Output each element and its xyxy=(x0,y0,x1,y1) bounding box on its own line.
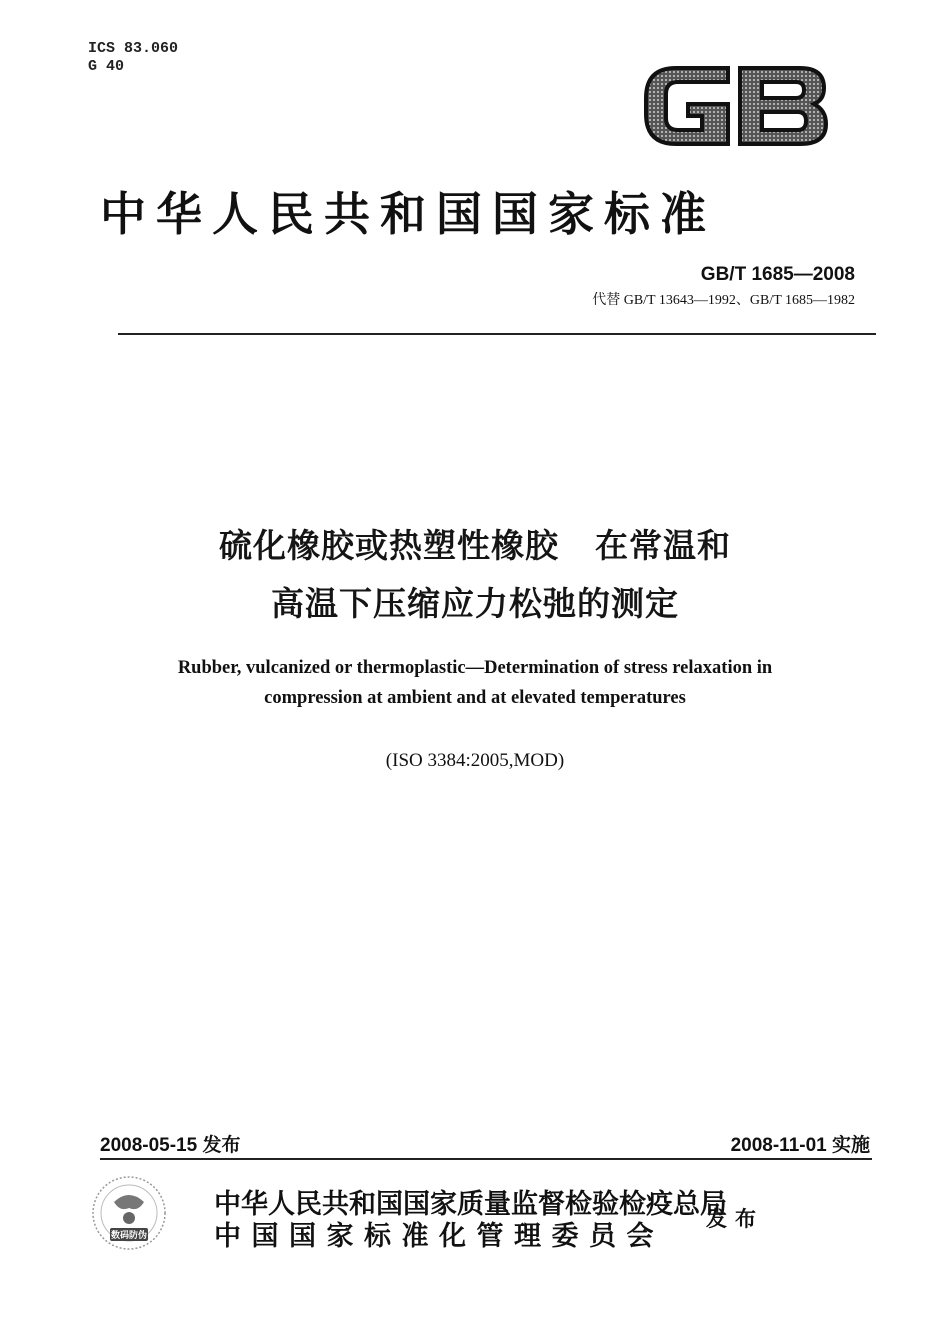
anti-counterfeit-seal xyxy=(88,1172,170,1254)
english-title-line-1: Rubber, vulcanized or thermoplastic—Determination of stress relaxation in xyxy=(177,658,773,678)
publish-date: 2008-05-15 发布 xyxy=(100,1135,241,1156)
ccs-code: G 40 xyxy=(88,58,125,75)
footer-divider xyxy=(100,1158,872,1160)
replaces-standards: 代替 GB/T 13643—1992、GB/T 1685—1982 xyxy=(592,293,855,308)
issuer-aqsiq: 中华人民共和国国家质量监督检验检疫总局 xyxy=(214,1189,727,1220)
iso-reference: (ISO 3384:2005,MOD) xyxy=(385,750,565,771)
issue-label: 发布 xyxy=(706,1206,764,1231)
chinese-title-line-2: 高温下压缩应力松弛的测定 xyxy=(271,584,679,623)
issuer-sac: 中国国家标准化管理委员会 xyxy=(214,1221,664,1252)
seal-text: 数码防伪 xyxy=(110,1231,148,1241)
standard-number: GB/T 1685—2008 xyxy=(700,264,855,285)
chinese-title-part-2: 在常温和 xyxy=(595,526,731,565)
implementation-date: 2008-11-01 实施 xyxy=(730,1135,870,1156)
national-standard-title: 中华人民共和国国家标准 xyxy=(100,187,716,241)
ics-code: ICS 83.060 xyxy=(88,40,179,57)
chinese-title-line-1 xyxy=(0,520,950,567)
chinese-title-part-1: 硫化橡胶或热塑性橡胶 xyxy=(219,526,559,565)
header-divider xyxy=(118,333,876,335)
english-title-line-2: compression at ambient and at elevated temperatures xyxy=(264,688,686,708)
classification-codes xyxy=(88,40,178,76)
gb-logo xyxy=(640,58,832,154)
